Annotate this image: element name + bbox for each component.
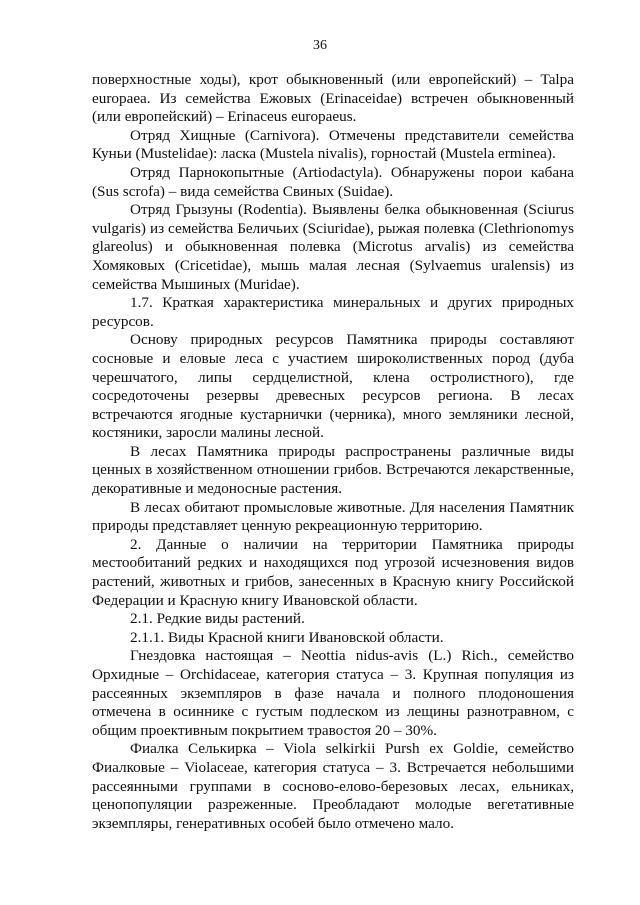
paragraph-game-animals: В лесах обитают промысловые животные. Для населения Памятник природы представляет ценную рекреационную территорию.	[92, 498, 574, 535]
page-number: 36	[313, 38, 327, 53]
paragraph-viola-selkirkii: Фиалка Селькирка – Viola selkirkii Pursh ex Goldie, семейство Фиалковые – Violaceae, категория статуса – 3. Встречается небольшими рассеянными группами в сосново-елово-березовых лесах, ельниках, ценопопуляции разреженные. Преобладают молодые вегетативные экземпляры, генеративных особей было отмечено мало.	[92, 740, 574, 832]
paragraph-artiodactyla: Отряд Парнокопытные (Artiodactyla). Обнаружены порои кабана (Sus scrofa) – вида семейства Свиных (Suidae).	[92, 163, 574, 200]
paragraph-carnivora: Отряд Хищные (Carnivora). Отмечены представители семейства Куньи (Mustelidae): ласка (Mustela nivalis), горностай (Mustela erminea).	[92, 126, 574, 163]
section-heading-1-7: 1.7. Краткая характеристика минеральных и других природных ресурсов.	[92, 294, 574, 330]
paragraph-fungi: В лесах Памятника природы распространены различные виды ценных в хозяйственном отношении грибов. Встречаются лекарственные, декоративные и медоносные растения.	[92, 442, 574, 498]
paragraph-moles-hedgehogs: поверхностные ходы), крот обыкновенный (или европейский) – Talpa europaea. Из семейства Ежовых (Erinaceidae) встречен обыкновенный (или европейский) – Erinaceus europaeus.	[92, 71, 574, 126]
section-heading-2-1-1: 2.1.1. Виды Красной книги Ивановской области.	[130, 628, 444, 646]
section-heading-2: 2. Данные о наличии на территории Памятника природы местообитаний редких и находящихся под угрозой исчезновения видов растений, животных и грибов, занесенных в Красную книгу Российской Федерации и Красную книгу Ивановской области.	[92, 535, 574, 609]
paragraph-natural-resources: Основу природных ресурсов Памятника природы составляют сосновые и еловые леса с участием широколиственных пород (дуба черешчатого, липы сердцелистной, клена остролистного), где сосредоточены резервы древесных ресурсов региона. В лесах встречаются ягодные кустарнички (черника), много земляники лесной, костяники, заросли малины лесной.	[92, 331, 574, 442]
document-body	[92, 71, 574, 833]
section-heading-2-1: 2.1. Редкие виды растений.	[130, 610, 305, 628]
paragraph-neottia: Гнездовка настоящая – Neottia nidus-avis (L.) Rich., семейство Орхидные – Orchidaceae, категория статуса – 3. Крупная популяция из рассеянных экземпляров в фазе начала и полного плодоношения отмечена в осиннике с густым подлеском из лещины разнотравном, с общим проективным покрытием травостоя 20 – 30%.	[92, 647, 574, 739]
paragraph-rodentia: Отряд Грызуны (Rodentia). Выявлены белка обыкновенная (Sciurus vulgaris) из семейства Беличьих (Sciuridae), рыжая полевка (Clethrionomys glareolus) и обыкновенная полевка (Microtus arvalis) из семейства Хомяковых (Cricetidae), мышь малая лесная (Sylvaemus uralensis) из семейства Мышиных (Muridae).	[92, 201, 574, 293]
